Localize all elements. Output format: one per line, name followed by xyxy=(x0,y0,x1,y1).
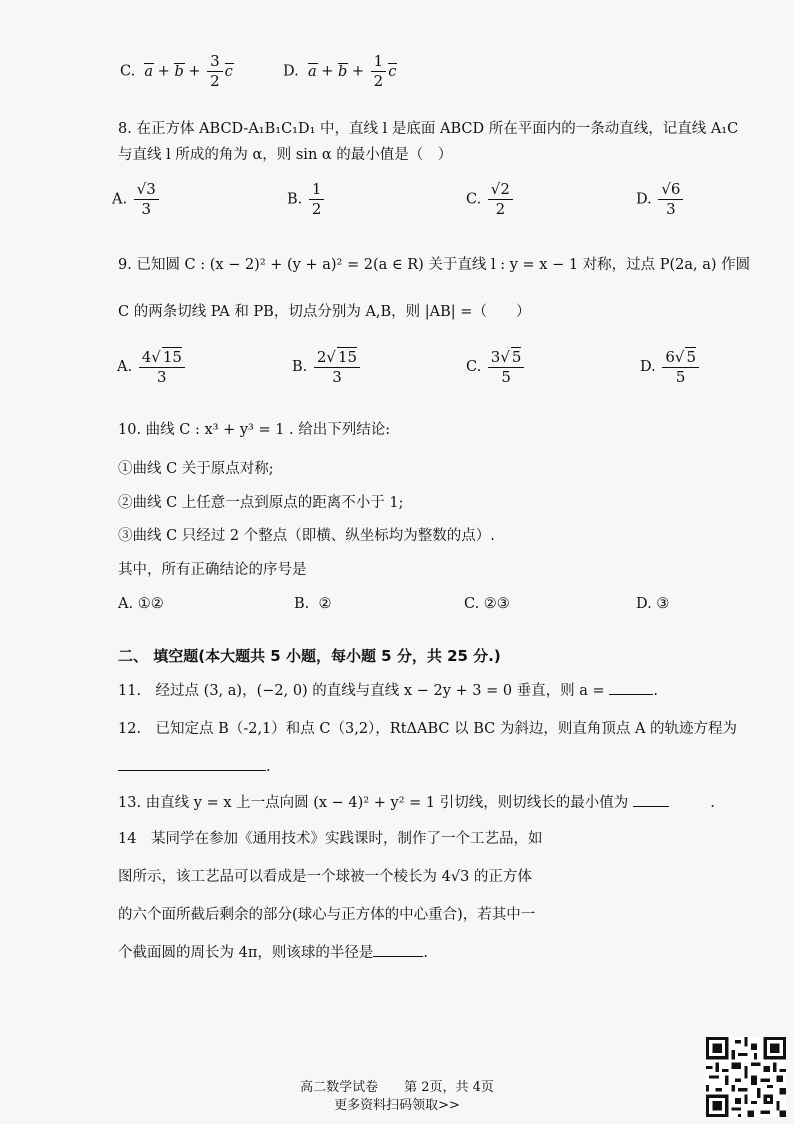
page-footer-title: 高二数学试卷 第 2页，共 4页 xyxy=(300,1080,494,1095)
q10-ask: 其中，所有正确结论的序号是 xyxy=(118,562,307,578)
q10-claim-1: ①曲线 C 关于原点对称; xyxy=(118,461,274,477)
q14-line4: 个截面圆的周长为 4π，则该球的半径是 . xyxy=(118,942,428,962)
q14-answer-blank[interactable] xyxy=(373,942,423,957)
section-heading-fill-in: 二、 填空题(本大题共 5 小题，每小题 5 分，共 25 分.) xyxy=(118,647,501,665)
q8-stem-line2: 与直线 l 所成的角为 α，则 sin α 的最小值是（ ） xyxy=(118,147,453,163)
q8-option-d: D. $\frac{√6}{3}$ xyxy=(636,180,685,219)
q12-line1: 12. 已知定点 B（-2,1）和点 C（3,2），RtΔABC 以 BC 为斜边，则直角顶点 A 的轨迹方程为 xyxy=(118,721,738,737)
qr-prompt-link[interactable]: 更多资料扫码领取>> xyxy=(334,1098,460,1113)
q10-option-a: A. ①② xyxy=(118,596,164,612)
q9-option-c: C. $\frac{3√ 5}{5}$ xyxy=(466,347,526,387)
q10-option-b: B. ② xyxy=(294,596,332,612)
q12-line2: . xyxy=(118,756,271,776)
q8-option-a: A. $\frac{√3}{3}$ xyxy=(112,180,161,219)
q11: 11. 经过点 (3, a)，(−2, 0) 的直线与直线 x − 2y + 3 = 0 垂直，则 a = . xyxy=(118,680,658,700)
q14-line1: 14 某同学在参加《通用技术》实践课时，制作了一个工艺品，如 xyxy=(118,831,543,847)
q7-option-d: D. a + b + $\frac{1}{2}$ c xyxy=(283,52,397,90)
q10-stem: 10. 曲线 C : x³ + y³ = 1 . 给出下列结论: xyxy=(118,422,391,438)
q10-claim-2: ②曲线 C 上任意一点到原点的距离不小于 1; xyxy=(118,495,404,511)
q9-option-b: B. $\frac{2√ 15}{3}$ xyxy=(292,347,362,387)
q11-answer-blank[interactable] xyxy=(609,680,653,695)
q9-stem-line1: 9. 已知圆 C : (x − 2)² + (y + a)² = 2(a ∈ R) 关于直线 l : y = x − 1 对称，过点 P(2a, a) 作圆 xyxy=(118,257,751,273)
q8-stem-line1: 8. 在正方体 ABCD-A₁B₁C₁D₁ 中，直线 l 是底面 ABCD 所在平面内的一条动直线，记直线 A₁C xyxy=(118,121,739,137)
q9-stem-line2: C 的两条切线 PA 和 PB，切点分别为 A,B，则 |AB| =（ ） xyxy=(118,304,531,320)
q7-option-c: C. a + b + $\frac{3}{2}$ c xyxy=(120,52,233,90)
q10-claim-3: ③曲线 C 只经过 2 个整点（即横、纵坐标均为整数的点）. xyxy=(118,528,495,544)
qr-code-icon xyxy=(706,1037,786,1117)
q12-answer-blank[interactable] xyxy=(118,756,266,771)
q9-option-d: D. $\frac{6√ 5}{5}$ xyxy=(640,347,701,387)
q10-option-d: D. ③ xyxy=(636,596,670,612)
q14-line2: 图所示，该工艺品可以看成是一个球被一个棱长为 4√3 的正方体 xyxy=(118,869,532,885)
q14-line3: 的六个面所截后剩余的部分(球心与正方体的中心重合)，若其中一 xyxy=(118,907,536,923)
q13: 13. 由直线 y = x 上一点向圆 (x − 4)² + y² = 1 引切线，则切线长的最小值为 . xyxy=(118,792,715,812)
q10-option-c: C. ②③ xyxy=(464,596,510,612)
q8-option-b: B. $\frac{1}{2}$ xyxy=(287,180,326,219)
q8-option-c: C. $\frac{√2}{2}$ xyxy=(466,180,515,219)
q9-option-a: A. $\frac{4√ 15}{3}$ xyxy=(117,347,187,387)
q13-answer-blank[interactable] xyxy=(633,792,669,807)
